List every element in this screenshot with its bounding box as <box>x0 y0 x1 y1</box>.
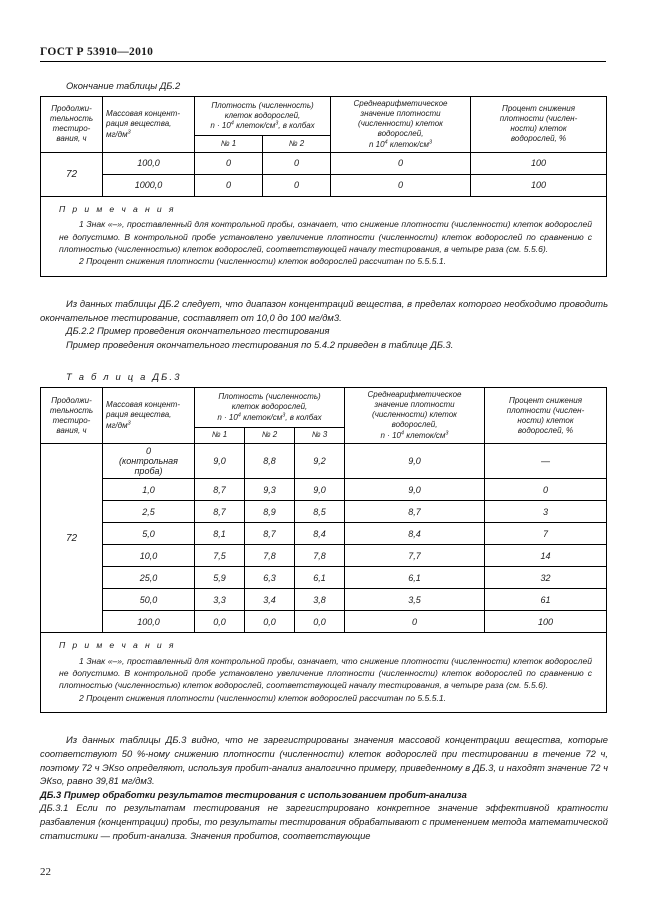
cell-percent: 7 <box>485 523 607 545</box>
notes-title: П р и м е ч а н и я <box>59 640 176 651</box>
header-average <box>345 388 485 444</box>
cell-flask-2: 0 <box>263 152 331 174</box>
cell-flask-2: 9,3 <box>245 479 295 501</box>
line: Среднеарифметическое <box>353 99 448 108</box>
header-density <box>195 388 345 427</box>
line: Продолжи- <box>51 395 92 405</box>
line: тельность <box>49 114 94 124</box>
cell-concentration: 25,0 <box>103 567 195 589</box>
paragraph-db22-example: Пример проведения окончательного тестирования по 5.4.2 приведен в таблице ДБ.3. <box>66 338 454 350</box>
table-row <box>41 567 607 589</box>
cell-flask-3: 7,8 <box>295 545 345 567</box>
line: Процент снижения <box>509 395 582 405</box>
cell-flask-2: 6,3 <box>245 567 295 589</box>
paragraph-db3-heading: ДБ.3 Пример обработки результатов тестирования с использованием пробит-анализа <box>40 788 467 800</box>
line: рация вещества, <box>106 119 172 128</box>
cell-flask-2: 7,8 <box>245 545 295 567</box>
line: водорослей, <box>391 420 438 430</box>
table-row <box>41 523 607 545</box>
line: водорослей, % <box>510 134 567 144</box>
paragraph-db31: ДБ.3.1 Если по результатам тестирования не зарегистрировано конкретное значение эффективной кратности разбавления (концентрации) пробы, то результаты тестирования обрабатывают с применением метода математической статистики — пробит-анализа. Значения пробитов, соответствующие <box>40 802 608 841</box>
value-note: (контрольная проба) <box>119 456 178 477</box>
cell-flask-2: 8,9 <box>245 501 295 523</box>
table-row <box>41 479 607 501</box>
page-number: 22 <box>40 866 51 878</box>
note-1: 1 Знак «–», проставленный для контрольной пробы, означает, что снижение плотности (численности) клеток водорослей не допустимо. В контрольной пробе установлено увеличение плотности (численности) клеток водорослей по сравнению с плотностью (численностью) клеток водорослей, соответствующей началу тестирования, в четыре раза (см. 5.5.6). <box>59 655 592 691</box>
line: $n \cdot 10^4$ клеток/$см^3$, в колбах <box>210 120 315 131</box>
cell-flask-2: 8,7 <box>245 523 295 545</box>
table-row-notes <box>41 633 607 713</box>
header-duration <box>41 97 103 153</box>
cell-flask-1: 8,1 <box>195 523 245 545</box>
cell-flask-1: 0,0 <box>195 611 245 633</box>
cell-concentration: 1,0 <box>103 479 195 501</box>
table-row-header <box>41 97 607 136</box>
notes-title: П р и м е ч а н и я <box>59 203 176 214</box>
cell-flask-2: 8,8 <box>245 444 295 479</box>
header-concentration <box>103 97 195 153</box>
line: водорослей, <box>377 129 424 138</box>
line: водорослей, % <box>517 425 574 435</box>
table-db3-notes <box>41 633 606 712</box>
line: клеток водорослей, <box>231 402 308 412</box>
header-flask-2: № 2 <box>245 427 295 443</box>
table-db2-caption: Окончание таблицы ДБ.2 <box>66 80 181 91</box>
note-2: 2 Процент снижения плотности (численности) клеток водорослей рассчитан по 5.5.5.1. <box>79 692 447 703</box>
line: Плотность (численность) <box>218 392 321 402</box>
cell-duration: 72 <box>41 152 103 196</box>
cell-average: 8,7 <box>345 501 485 523</box>
cell-flask-3: 0,0 <box>295 611 345 633</box>
cell-concentration: 100,0 <box>103 611 195 633</box>
table-row <box>41 501 607 523</box>
line: n $10^4$ клеток/$см^3$ <box>368 139 433 149</box>
header-duration <box>41 388 103 444</box>
table-row <box>41 545 607 567</box>
cell-flask-1: 3,3 <box>195 589 245 611</box>
cell-percent: 0 <box>485 479 607 501</box>
line: плотности (числен- <box>499 114 578 124</box>
line: $мг/дм^3$ <box>106 420 131 431</box>
note-1: 1 Знак «–», проставленный для контрольной пробы, означает, что снижение плотности (численности) клеток водорослей не допустимо. В контрольной пробе установлено увеличение плотности (численности) клеток водорослей по сравнению с плотностью (численностью) клеток водорослей, соответствующей началу тестирования, в четыре раза (см. 5.5.6). <box>59 219 592 255</box>
table-db2-notes <box>41 197 606 276</box>
line: Продолжи- <box>51 104 92 114</box>
cell-average: 6,1 <box>345 567 485 589</box>
cell-flask-3: 9,0 <box>295 479 345 501</box>
table-row <box>41 174 607 196</box>
cell-flask-1: 0 <box>195 174 263 196</box>
table-db2 <box>40 96 607 277</box>
cell-concentration <box>103 444 195 479</box>
header-density <box>195 97 331 136</box>
cell-percent: 100 <box>471 174 607 196</box>
cell-percent: 14 <box>485 545 607 567</box>
line: вания, ч <box>56 134 87 144</box>
table-row <box>41 589 607 611</box>
cell-average: 0 <box>331 152 471 174</box>
cell-percent: 100 <box>471 152 607 174</box>
note-2: 2 Процент снижения плотности (численности) клеток водорослей рассчитан по 5.5.5.1. <box>79 256 447 267</box>
cell-percent: 100 <box>485 611 607 633</box>
line: Плотность (численность) <box>211 100 314 110</box>
cell-percent: 32 <box>485 567 607 589</box>
cell-average: 9,0 <box>345 479 485 501</box>
cell-flask-2: 3,4 <box>245 589 295 611</box>
cell-flask-2: 0,0 <box>245 611 295 633</box>
table-row <box>41 152 607 174</box>
cell-flask-3: 8,4 <box>295 523 345 545</box>
line: ности) клеток <box>510 124 567 134</box>
table-row-notes <box>41 196 607 276</box>
paragraph-db3-conclusion: Из данных таблицы ДБ.3 видно, что не зарегистрированы значения массовой концентрации вещества, которые соответствуют 50 %-ному снижению плотности (численности) клеток водорослей при тестировании в течение 72 ч, поэтому 72 ч ЭКso определяют, используя пробит-анализ аналогично примеру, приведенному в ДБ.3, и находят значение 72 ч ЭКso, равно 39,81 мг/дм3. <box>40 734 608 787</box>
line: ности) клеток <box>517 415 574 425</box>
cell-flask-1: 0 <box>195 152 263 174</box>
line: Массовая концент- <box>106 109 180 118</box>
table-db3 <box>40 387 607 713</box>
cell-concentration: 1000,0 <box>103 174 195 196</box>
table-row <box>41 611 607 633</box>
cell-average: 3,5 <box>345 589 485 611</box>
cell-duration: 72 <box>41 444 103 633</box>
header-percent <box>485 388 607 444</box>
header-flask-1: № 1 <box>195 136 263 152</box>
cell-flask-1: 5,9 <box>195 567 245 589</box>
table-db3-caption-text: Т а б л и ц а ДБ.3 <box>66 371 182 383</box>
cell-flask-3: 3,8 <box>295 589 345 611</box>
cell-flask-3: 8,5 <box>295 501 345 523</box>
table-row-header <box>41 388 607 427</box>
line: $n \cdot 10^4$ клеток/$см^3$ <box>380 430 449 441</box>
line: значение плотности <box>360 109 441 118</box>
header-percent <box>471 97 607 153</box>
cell-flask-1: 8,7 <box>195 479 245 501</box>
cell-average: 8,4 <box>345 523 485 545</box>
cell-flask-1: 7,5 <box>195 545 245 567</box>
page-content <box>40 46 608 842</box>
header-flask-1: № 1 <box>195 427 245 443</box>
cell-average: 0 <box>331 174 471 196</box>
cell-flask-1: 9,0 <box>195 444 245 479</box>
notes-cell <box>41 633 607 713</box>
header-concentration <box>103 388 195 444</box>
cell-concentration: 50,0 <box>103 589 195 611</box>
notes-cell <box>41 196 607 276</box>
line: (численности) клеток <box>372 410 457 420</box>
cell-flask-3: 9,2 <box>295 444 345 479</box>
line: Среднеарифметическое <box>367 390 462 400</box>
header-flask-3: № 3 <box>295 427 345 443</box>
line: Массовая концент- <box>106 400 180 410</box>
line: плотности (числен- <box>506 405 585 415</box>
cell-concentration: 10,0 <box>103 545 195 567</box>
cell-average: 7,7 <box>345 545 485 567</box>
cell-concentration: 2,5 <box>103 501 195 523</box>
cell-flask-1: 8,7 <box>195 501 245 523</box>
table-row <box>41 444 607 479</box>
line: $n \cdot 10^4$ клеток/$см^3$, в колбах <box>217 412 322 422</box>
line: тестиро- <box>52 415 91 425</box>
line: Процент снижения <box>502 104 575 114</box>
line: тестиро- <box>52 124 91 134</box>
cell-percent: — <box>485 444 607 479</box>
value: 0 <box>145 446 151 457</box>
cell-concentration: 100,0 <box>103 152 195 174</box>
line: тельность <box>49 405 94 415</box>
line: (численности) клеток <box>358 119 443 128</box>
header-average <box>331 97 471 153</box>
cell-percent: 61 <box>485 589 607 611</box>
table-db3-caption <box>66 371 608 382</box>
document-header: ГОСТ Р 53910—2010 <box>40 46 606 62</box>
paragraph-db22-heading: ДБ.2.2 Пример проведения окончательного тестирования <box>66 325 330 337</box>
cell-average: 9,0 <box>345 444 485 479</box>
line: $мг/дм^3$ <box>106 129 131 139</box>
paragraph-db2-conclusion: Из данных таблицы ДБ.2 следует, что диапазон концентраций вещества, в пределах которого необходимо проводить окончательное тестирование, составляет от 10,0 до 100 мг/дм3. <box>40 297 608 323</box>
line: рация вещества, <box>106 410 172 420</box>
cell-concentration: 5,0 <box>103 523 195 545</box>
header-flask-2: № 2 <box>263 136 331 152</box>
line: клеток водорослей, <box>224 110 301 120</box>
cell-percent: 3 <box>485 501 607 523</box>
cell-average: 0 <box>345 611 485 633</box>
line: вания, ч <box>56 425 87 435</box>
cell-flask-3: 6,1 <box>295 567 345 589</box>
cell-flask-2: 0 <box>263 174 331 196</box>
line: значение плотности <box>374 400 455 410</box>
